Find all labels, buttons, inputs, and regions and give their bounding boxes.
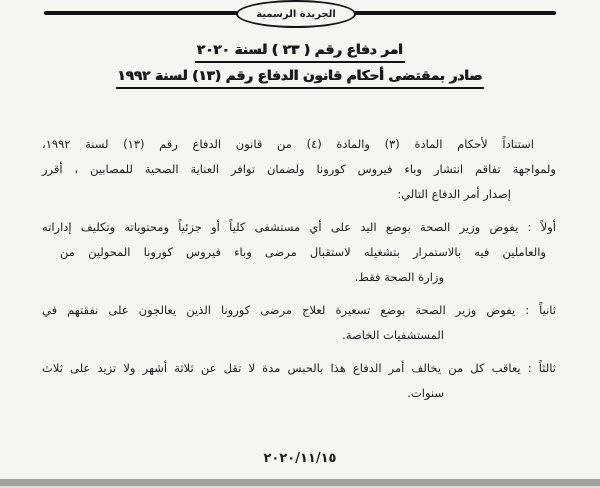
clause-first-line-2: والعاملين فيه بالاستمرار بتشغيله لاستقبال مرضى وباء فيروس كورونا المحولين من: [60, 245, 546, 259]
clause-second-paragraph: [42, 298, 556, 348]
issue-date: ٢٠٢٠/١١/١٥: [263, 451, 337, 466]
clause-second-line-2: المستشفيات الخاصة.: [342, 328, 444, 342]
clause-second-line-1: ثانياً : يفوض وزير الصحة بوضع تسعيرة لعلاج مرضى كورونا الذين يعالجون على نفقتهم في: [42, 303, 556, 317]
horizontal-scrollbar[interactable]: [0, 479, 600, 486]
official-gazette-label: الجريدة الرسمية: [256, 8, 336, 20]
clause-third-paragraph: [42, 356, 556, 406]
intro-line-1: استناداً لأحكام المادة (٣) والمادة (٤) من قانون الدفاع رقم (١٣) لسنة ١٩٩٢،: [42, 137, 534, 151]
official-gazette-oval-stamp: [236, 0, 356, 28]
intro-paragraph: [42, 132, 556, 207]
defense-order-title: امر دفاع رقم ( ٢٣ ) لسنة ٢٠٢٠: [0, 42, 600, 63]
clause-third-line-2: سنوات.: [407, 386, 444, 400]
clause-third-line-1: ثالثاً : يعاقب كل من يخالف أمر الدفاع هذا بالحبس مدة لا تقل عن ثلاثة أشهر ولا تزيد على ثلاث: [42, 361, 556, 375]
intro-line-3: إصدار أمر الدفاع التالي:: [397, 187, 511, 201]
document-body: [42, 132, 556, 406]
defense-order-subtitle: صادر بمقتضى أحكام قانون الدفاع رقم (١٣) لسنة ١٩٩٢: [0, 68, 600, 89]
document-titles: [0, 42, 600, 89]
clause-first-line-1: أولاً : يفوض وزير الصحة بوضع اليد على أي مستشفى كلياً أو جزئياً ومحتوياته وتكليف إداراته: [42, 220, 556, 234]
clause-first-paragraph: [42, 215, 556, 290]
intro-line-2: ولمواجهة تفاقم انتشار وباء فيروس كورونا ولضمان توافر العناية الصحية للمصابين ، أقرر: [42, 162, 556, 176]
clause-first-line-3: وزارة الصحة فقط.: [354, 270, 444, 284]
